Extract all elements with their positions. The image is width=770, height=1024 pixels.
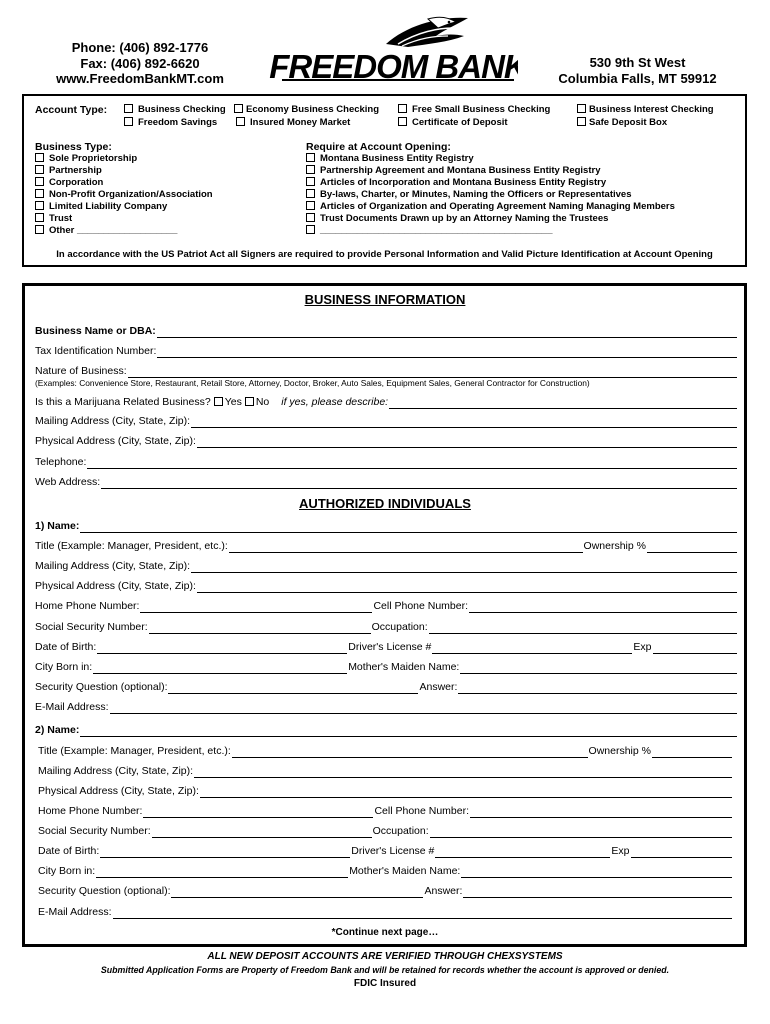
phone-text: Phone: (406) 892-1776 bbox=[71, 40, 209, 55]
individual1-ownership-label: Ownership % bbox=[583, 540, 646, 552]
checkbox-partnership[interactable]: Partnership bbox=[35, 165, 102, 177]
checkbox-icon[interactable] bbox=[245, 397, 254, 406]
business-examples-text: (Examples: Convenience Store, Restaurant, Retail Store, Attorney, Doctor, Broker, Auto Sales, Equipment Sales, General Contractor for Construction) bbox=[35, 378, 590, 388]
checkbox-other[interactable]: Other ___________________ bbox=[35, 225, 177, 237]
individual2-phone-row[interactable]: Home Phone Number: Cell Phone Number: bbox=[38, 805, 733, 818]
checkbox-require-articles-organization[interactable]: Articles of Organization and Operating Agreement Naming Managing Members bbox=[306, 201, 675, 213]
street-address: 530 9th St West bbox=[589, 55, 686, 70]
city-state-zip: Columbia Falls, MT 59912 bbox=[558, 70, 717, 86]
marijuana-question-row bbox=[35, 396, 738, 409]
checkbox-economy-business-checking[interactable]: Economy Business Checking bbox=[234, 104, 379, 116]
nature-of-business-field[interactable]: Nature of Business: bbox=[35, 365, 738, 378]
individual1-email-field[interactable]: E-Mail Address: bbox=[35, 701, 738, 714]
website-text: www.FreedomBankMT.com bbox=[56, 71, 224, 86]
individual2-name-field[interactable]: 2) Name: bbox=[35, 724, 738, 737]
fdic-insured-text: FDIC Insured bbox=[353, 978, 417, 989]
authorized-individuals-heading: AUTHORIZED INDIVIDUALS bbox=[299, 496, 471, 511]
marijuana-no-option[interactable]: No bbox=[245, 396, 269, 409]
business-physical-address-field[interactable]: Physical Address (City, State, Zip): bbox=[35, 435, 738, 448]
business-information-heading: BUSINESS INFORMATION bbox=[304, 292, 466, 307]
business-telephone-field[interactable]: Telephone: bbox=[35, 456, 738, 469]
checkbox-require-montana-registry[interactable]: Montana Business Entity Registry bbox=[306, 153, 474, 165]
eagle-logo-icon bbox=[268, 14, 518, 94]
checkbox-icon[interactable] bbox=[306, 201, 315, 210]
checkbox-business-checking[interactable]: Business Checking bbox=[124, 104, 226, 116]
checkbox-business-interest-checking[interactable]: Business Interest Checking bbox=[577, 104, 714, 116]
individual2-security-row[interactable]: Security Question (optional): Answer: bbox=[38, 885, 733, 898]
checkbox-icon[interactable] bbox=[577, 104, 586, 113]
individual1-physical-field[interactable]: Physical Address (City, State, Zip): bbox=[35, 580, 738, 593]
freedom-bank-logo bbox=[268, 14, 518, 94]
checkbox-require-bylaws[interactable]: By-laws, Charter, or Minutes, Naming the Officers or Representatives bbox=[306, 189, 631, 201]
individual2-dob-row[interactable]: Date of Birth: Driver's License # Exp bbox=[38, 845, 733, 858]
individual1-ownership-input[interactable] bbox=[647, 542, 737, 553]
checkbox-require-articles-incorporation[interactable]: Articles of Incorporation and Montana Business Entity Registry bbox=[306, 177, 606, 189]
individual1-title-row[interactable]: Title (Example: Manager, President, etc.): Ownership % bbox=[35, 540, 738, 553]
individual2-physical-field[interactable]: Physical Address (City, State, Zip): bbox=[38, 785, 733, 798]
business-mailing-address-field[interactable]: Mailing Address (City, State, Zip): bbox=[35, 415, 738, 428]
checkbox-icon[interactable] bbox=[398, 104, 407, 113]
checkbox-free-small-business-checking[interactable]: Free Small Business Checking bbox=[398, 104, 550, 116]
fax-text: Fax: (406) 892-6620 bbox=[80, 55, 200, 71]
account-type-label: Account Type: bbox=[35, 104, 108, 116]
checkbox-icon[interactable] bbox=[35, 225, 44, 234]
checkbox-icon[interactable] bbox=[35, 201, 44, 210]
checkbox-certificate-of-deposit[interactable]: Certificate of Deposit bbox=[398, 117, 508, 129]
continue-next-page: *Continue next page… bbox=[331, 927, 439, 938]
checkbox-icon[interactable] bbox=[35, 213, 44, 222]
individual1-ssn-row[interactable]: Social Security Number: Occupation: bbox=[35, 621, 738, 634]
checkbox-safe-deposit-box[interactable]: Safe Deposit Box bbox=[577, 117, 667, 129]
checkbox-icon[interactable] bbox=[577, 117, 586, 126]
checkbox-icon[interactable] bbox=[306, 189, 315, 198]
checkbox-icon[interactable] bbox=[398, 117, 407, 126]
checkbox-insured-money-market[interactable]: Insured Money Market bbox=[236, 117, 350, 129]
individual1-name-field[interactable]: 1) Name: bbox=[35, 520, 738, 533]
checkbox-icon[interactable] bbox=[306, 177, 315, 186]
business-web-address-field[interactable]: Web Address: bbox=[35, 476, 738, 489]
checkbox-icon[interactable] bbox=[234, 104, 243, 113]
individual1-city-born-row[interactable]: City Born in: Mother's Maiden Name: bbox=[35, 661, 738, 674]
marijuana-question-text: Is this a Marijuana Related Business? bbox=[35, 396, 211, 408]
marijuana-yes-option[interactable]: Yes bbox=[214, 396, 242, 409]
contact-block bbox=[40, 40, 240, 87]
checkbox-sole-proprietorship[interactable]: Sole Proprietorship bbox=[35, 153, 137, 165]
checkbox-non-profit[interactable]: Non-Profit Organization/Association bbox=[35, 189, 213, 201]
tax-id-field[interactable]: Tax Identification Number: bbox=[35, 345, 738, 358]
checkbox-icon[interactable] bbox=[306, 225, 315, 234]
individual2-email-field[interactable]: E-Mail Address: bbox=[38, 906, 733, 919]
checkbox-trust[interactable]: Trust bbox=[35, 213, 72, 225]
individual1-phone-row[interactable]: Home Phone Number: Cell Phone Number: bbox=[35, 600, 738, 613]
individual1-mailing-field[interactable]: Mailing Address (City, State, Zip): bbox=[35, 560, 738, 573]
individual2-ownership-label: Ownership % bbox=[588, 745, 651, 757]
checkbox-require-partnership-agreement[interactable]: Partnership Agreement and Montana Business Entity Registry bbox=[306, 165, 601, 177]
require-label: Require at Account Opening: bbox=[306, 141, 451, 153]
individual2-city-born-row[interactable]: City Born in: Mother's Maiden Name: bbox=[38, 865, 733, 878]
checkbox-icon[interactable] bbox=[306, 165, 315, 174]
retention-notice: Submitted Application Forms are Property of Freedom Bank and will be retained for records whether the account is approved or denied. bbox=[100, 965, 670, 975]
business-type-label: Business Type: bbox=[35, 141, 112, 153]
checkbox-require-trust-documents[interactable]: Trust Documents Drawn up by an Attorney Naming the Trustees bbox=[306, 213, 608, 225]
address-block bbox=[535, 55, 740, 86]
individual1-dob-row[interactable]: Date of Birth: Driver's License # Exp bbox=[35, 641, 738, 654]
bank-name-text: FREEDOM BANK bbox=[269, 48, 518, 85]
checkbox-icon[interactable] bbox=[214, 397, 223, 406]
checkbox-llc[interactable]: Limited Liability Company bbox=[35, 201, 167, 213]
checkbox-icon[interactable] bbox=[35, 177, 44, 186]
marijuana-describe-input[interactable] bbox=[389, 398, 737, 409]
individual2-title-row[interactable]: Title (Example: Manager, President, etc.): Ownership % bbox=[38, 745, 733, 758]
checkbox-require-other[interactable]: ____________________________________________ bbox=[306, 225, 552, 237]
patriot-act-notice: In accordance with the US Patriot Act all Signers are required to provide Personal Information and Valid Picture Identification at Account Opening bbox=[56, 249, 713, 260]
checkbox-icon[interactable] bbox=[35, 153, 44, 162]
checkbox-icon[interactable] bbox=[306, 153, 315, 162]
checkbox-corporation[interactable]: Corporation bbox=[35, 177, 103, 189]
individual1-security-row[interactable]: Security Question (optional): Answer: bbox=[35, 681, 738, 694]
individual2-ssn-row[interactable]: Social Security Number: Occupation: bbox=[38, 825, 733, 838]
checkbox-icon[interactable] bbox=[35, 189, 44, 198]
if-yes-label: if yes, please describe: bbox=[281, 396, 389, 408]
checkbox-icon[interactable] bbox=[236, 117, 245, 126]
individual2-ownership-input[interactable] bbox=[652, 747, 732, 758]
individual2-mailing-field[interactable]: Mailing Address (City, State, Zip): bbox=[38, 765, 733, 778]
chexsystems-notice: ALL NEW DEPOSIT ACCOUNTS ARE VERIFIED THROUGH CHEXSYSTEMS bbox=[207, 951, 563, 962]
checkbox-icon[interactable] bbox=[124, 117, 133, 126]
checkbox-icon[interactable] bbox=[124, 104, 133, 113]
checkbox-icon[interactable] bbox=[35, 165, 44, 174]
checkbox-freedom-savings[interactable]: Freedom Savings bbox=[124, 117, 217, 129]
checkbox-icon[interactable] bbox=[306, 213, 315, 222]
business-name-field[interactable]: Business Name or DBA: bbox=[35, 325, 738, 338]
